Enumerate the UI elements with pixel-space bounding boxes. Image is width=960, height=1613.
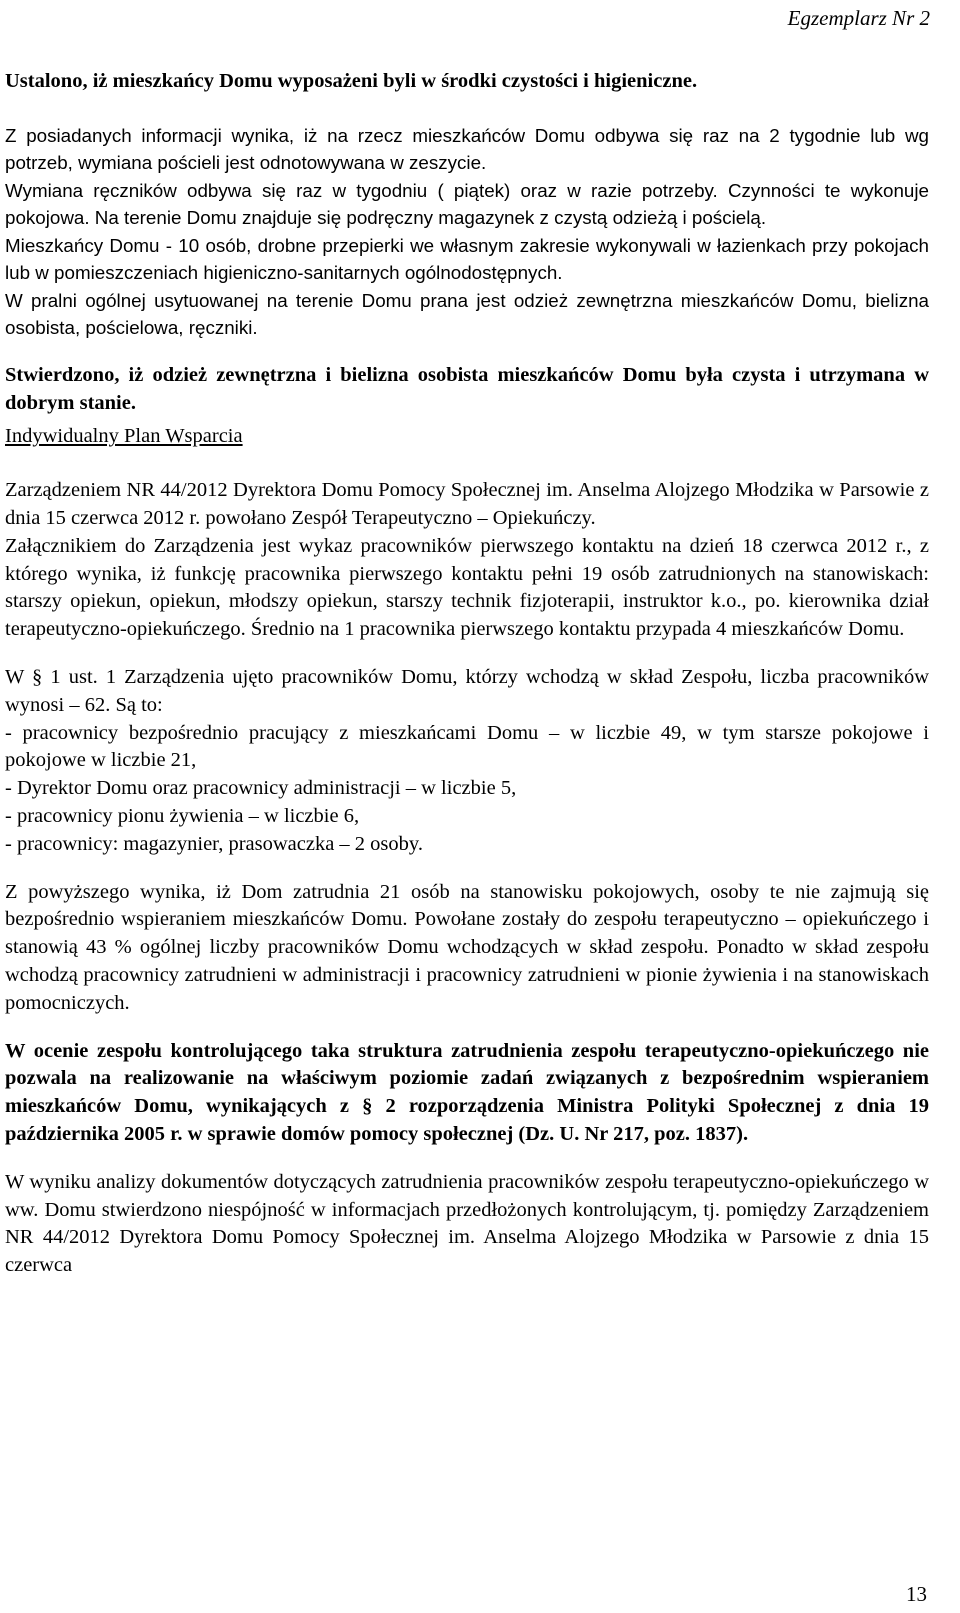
paragraph-inconsistency: W wyniku analizy dokumentów dotyczących zatrudnienia pracowników zespołu terapeutyczno-opiekuńczego w ww. Domu stwierdzono niespójność w informacjach przedłożonych kontrolującym, tj. pomiędzy Zarządzeniem NR 44/2012 Dyrektora Domu Pomocy Społecznej im. Anselma Alojzego Młodzika w Parsowie z dnia 15 czerwca [5, 1170, 929, 1277]
paragraph-towel-exchange: Wymiana ręczników odbywa się raz w tygodniu ( piątek) oraz w razie potrzeby. Czynności te wykonuje pokojowa. Na terenie Domu znajduje się podręczny magazynek z czystą odzieżą i pościelą. [5, 179, 929, 229]
paragraph-general-laundry: W pralni ogólnej usytuowanej na terenie Domu prana jest odzież zewnętrzna mieszkańców Domu, bielizna osobista, pościelowa, ręczniki. [5, 289, 929, 339]
list-item: - pracownicy pionu żywienia – w liczbie 6, [5, 804, 360, 827]
section-heading: Indywidualny Plan Wsparcia [5, 425, 243, 448]
paragraph-staff-analysis: Z powyższego wynika, iż Dom zatrudnia 21 osób na stanowisku pokojowych, osoby te nie zajmują się bezpośrednio wspieraniem mieszkańców Domu. Powołane zostały do zespołu terapeutyczno – opiekuńczego i stanowią 43 % ogólnej liczby pracowników Domu wchodzących w skład zespołu. Ponadto w skład zespołu wchodzą pracownicy zatrudnieni w administracji i pracownicy zatrudnieni w pionie żywienia i na stanowiskach pomocniczych. [5, 880, 929, 1014]
list-item: - pracownicy bezpośrednio pracujący z mieszkańcami Domu – w liczbie 49, w tym starsze pokojowe i pokojowe w liczbie 21, [5, 721, 929, 772]
document-body [5, 68, 929, 1280]
list-item: - pracownicy: magazynier, prasowaczka – 2 osoby. [5, 832, 423, 855]
paragraph-residents-laundry: Mieszkańcy Domu - 10 osób, drobne przepierki we własnym zakresie wykonywali w łazienkach przy pokojach lub w pomieszczeniach higieniczno-sanitarnych ogólnodostępnych. [5, 234, 929, 284]
copy-label: Egzemplarz Nr 2 [787, 6, 930, 30]
paragraph-bedding-exchange: Z posiadanych informacji wynika, iż na rzecz mieszkańców Domu odbywa się raz na 2 tygodnie lub wg potrzeb, wymiana pościeli jest odnotowywana w zeszycie. [5, 124, 929, 174]
paragraph-first-contact: Załącznikiem do Zarządzenia jest wykaz pracowników pierwszego kontaktu na dzień 18 czerwca 2012 r., z którego wynika, iż funkcję pracownika pierwszego kontaktu pełni 19 osób zatrudnionych na stanowiskach: starszy opiekun, opiekun, młodszy opiekun, starszy technik fizjoterapii, instruktor k.o., po. kierownika dział terapeutyczno-opiekuńczego. Średnio na 1 pracownika pierwszego kontaktu przypada 4 mieszkańców Domu. [5, 534, 929, 641]
paragraph-assessment: W ocenie zespołu kontrolującego taka struktura zatrudnienia zespołu terapeutyczno-opiekuńczego nie pozwala na realizowanie na właściwym poziomie zadań związanych z bezpośrednim wspieraniem mieszkańców Domu, wynikających z § 2 rozporządzenia Ministra Polityki Społecznej z dnia 19 października 2005 r. w sprawie domów pomocy społecznej (Dz. U. Nr 217, poz. 1837). [5, 1039, 929, 1145]
paragraph-team-appointment: Zarządzeniem NR 44/2012 Dyrektora Domu Pomocy Społecznej im. Anselma Alojzego Młodzika w Parsowie z dnia 15 czerwca 2012 r. powołano Zespół Terapeutyczno – Opiekuńczy. [5, 479, 929, 529]
paragraph-team-members: W § 1 ust. 1 Zarządzenia ujęto pracowników Domu, którzy wchodzą w skład Zespołu, liczba pracowników wynosi – 62. Są to: [5, 665, 929, 716]
paragraph-hygiene-supplies: Ustalono, iż mieszkańcy Domu wyposażeni byli w środki czystości i higieniczne. [5, 70, 698, 92]
page-number: 13 [906, 1582, 927, 1606]
list-item: - Dyrektor Domu oraz pracownicy administracji – w liczbie 5, [5, 777, 517, 800]
paragraph-clothing-finding: Stwierdzono, iż odzież zewnętrzna i bielizna osobista mieszkańców Domu była czysta i utrzymana w dobrym stanie. [5, 363, 929, 414]
